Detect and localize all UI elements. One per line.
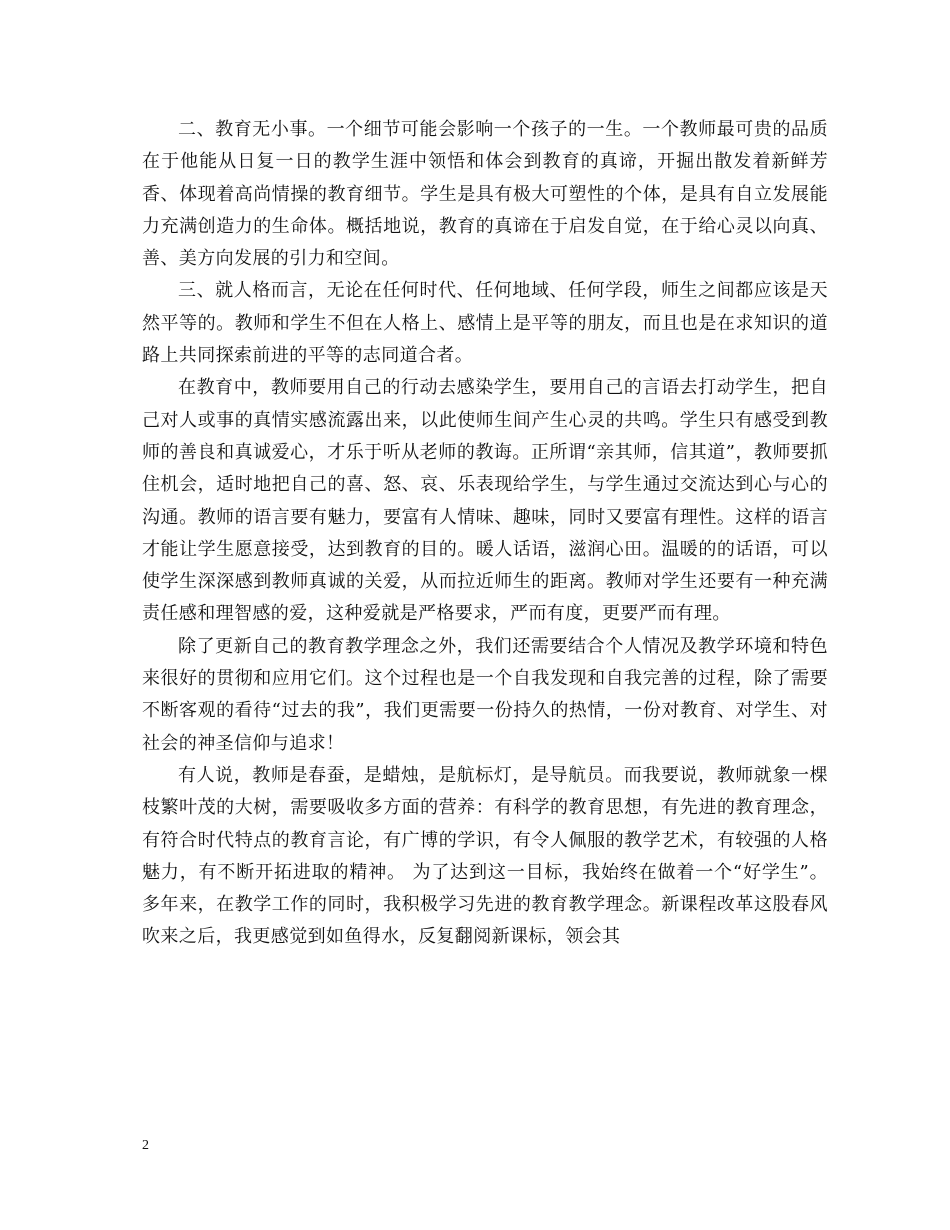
paragraph-3: 在教育中，教师要用自己的行动去感染学生，要用自己的言语去打动学生，把自己对人或事的真情实感流露出来，以此使师生间产生心灵的共鸣。学生只有感受到教师的善良和真诚爱心，才乐于听从老师的教诲。正所谓“亲其师，信其道”，教师要抓住机会，适时地把自己的喜、怒、哀、乐表现给学生，与学生通过交流达到心与心的沟通。教师的语言要有魅力，要富有人情味、趣味，同时又要富有理性。这样的语言才能让学生愿意接受，达到教育的目的。暖人话语，滋润心田。温暖的的话语，可以使学生深深感到教师真诚的关爱，从而拉近师生的距离。教师对学生还要有一种充满责任感和理智感的爱，这种爱就是严格要求，严而有度，更要严而有理。 <box>142 377 828 625</box>
paragraph-4: 除了更新自己的教育教学理念之外，我们还需要结合个人情况及教学环境和特色来很好的贯彻和应用它们。这个过程也是一个自我发现和自我完善的过程，除了需要不断客观的看待“过去的我”，我们更需要一份持久的热情，一份对教育、对学生、对社会的神圣信仰与追求！ <box>142 635 828 754</box>
paragraph-1: 二、教育无小事。一个细节可能会影响一个孩子的一生。一个教师最可贵的品质在于他能从日复一日的教学生涯中领悟和体会到教育的真谛，开掘出散发着新鲜芳香、体现着高尚情操的教育细节。学生是具有极大可塑性的个体，是具有自立发展能力充满创造力的生命体。概括地说，教育的真谛在于启发自觉，在于给心灵以向真、善、美方向发展的引力和空间。 <box>142 119 828 270</box>
page-number: 2 <box>142 1138 149 1153</box>
paragraph-5: 有人说，教师是春蚕，是蜡烛，是航标灯，是导航员。而我要说，教师就象一棵枝繁叶茂的大树，需要吸收多方面的营养：有科学的教育思想，有先进的教育理念，有符合时代特点的教育言论，有广博的学识，有令人佩服的教学艺术，有较强的人格魅力，有不断开拓进取的精神。 为了达到这一目标，我始终在做着一个“好学生”。多年来，在教学工作的同时，我积极学习先进的教育教学理念。新课程改革这股春风吹来之后，我更感觉到如鱼得水，反复翻阅新课标，领会其 <box>142 764 828 948</box>
page-body <box>142 114 828 954</box>
paragraph-2: 三、就人格而言，无论在任何时代、任何地域、任何学段，师生之间都应该是天然平等的。教师和学生不但在人格上、感情上是平等的朋友，而且也是在求知识的道路上共同探索前进的平等的志同道合者。 <box>142 280 828 367</box>
